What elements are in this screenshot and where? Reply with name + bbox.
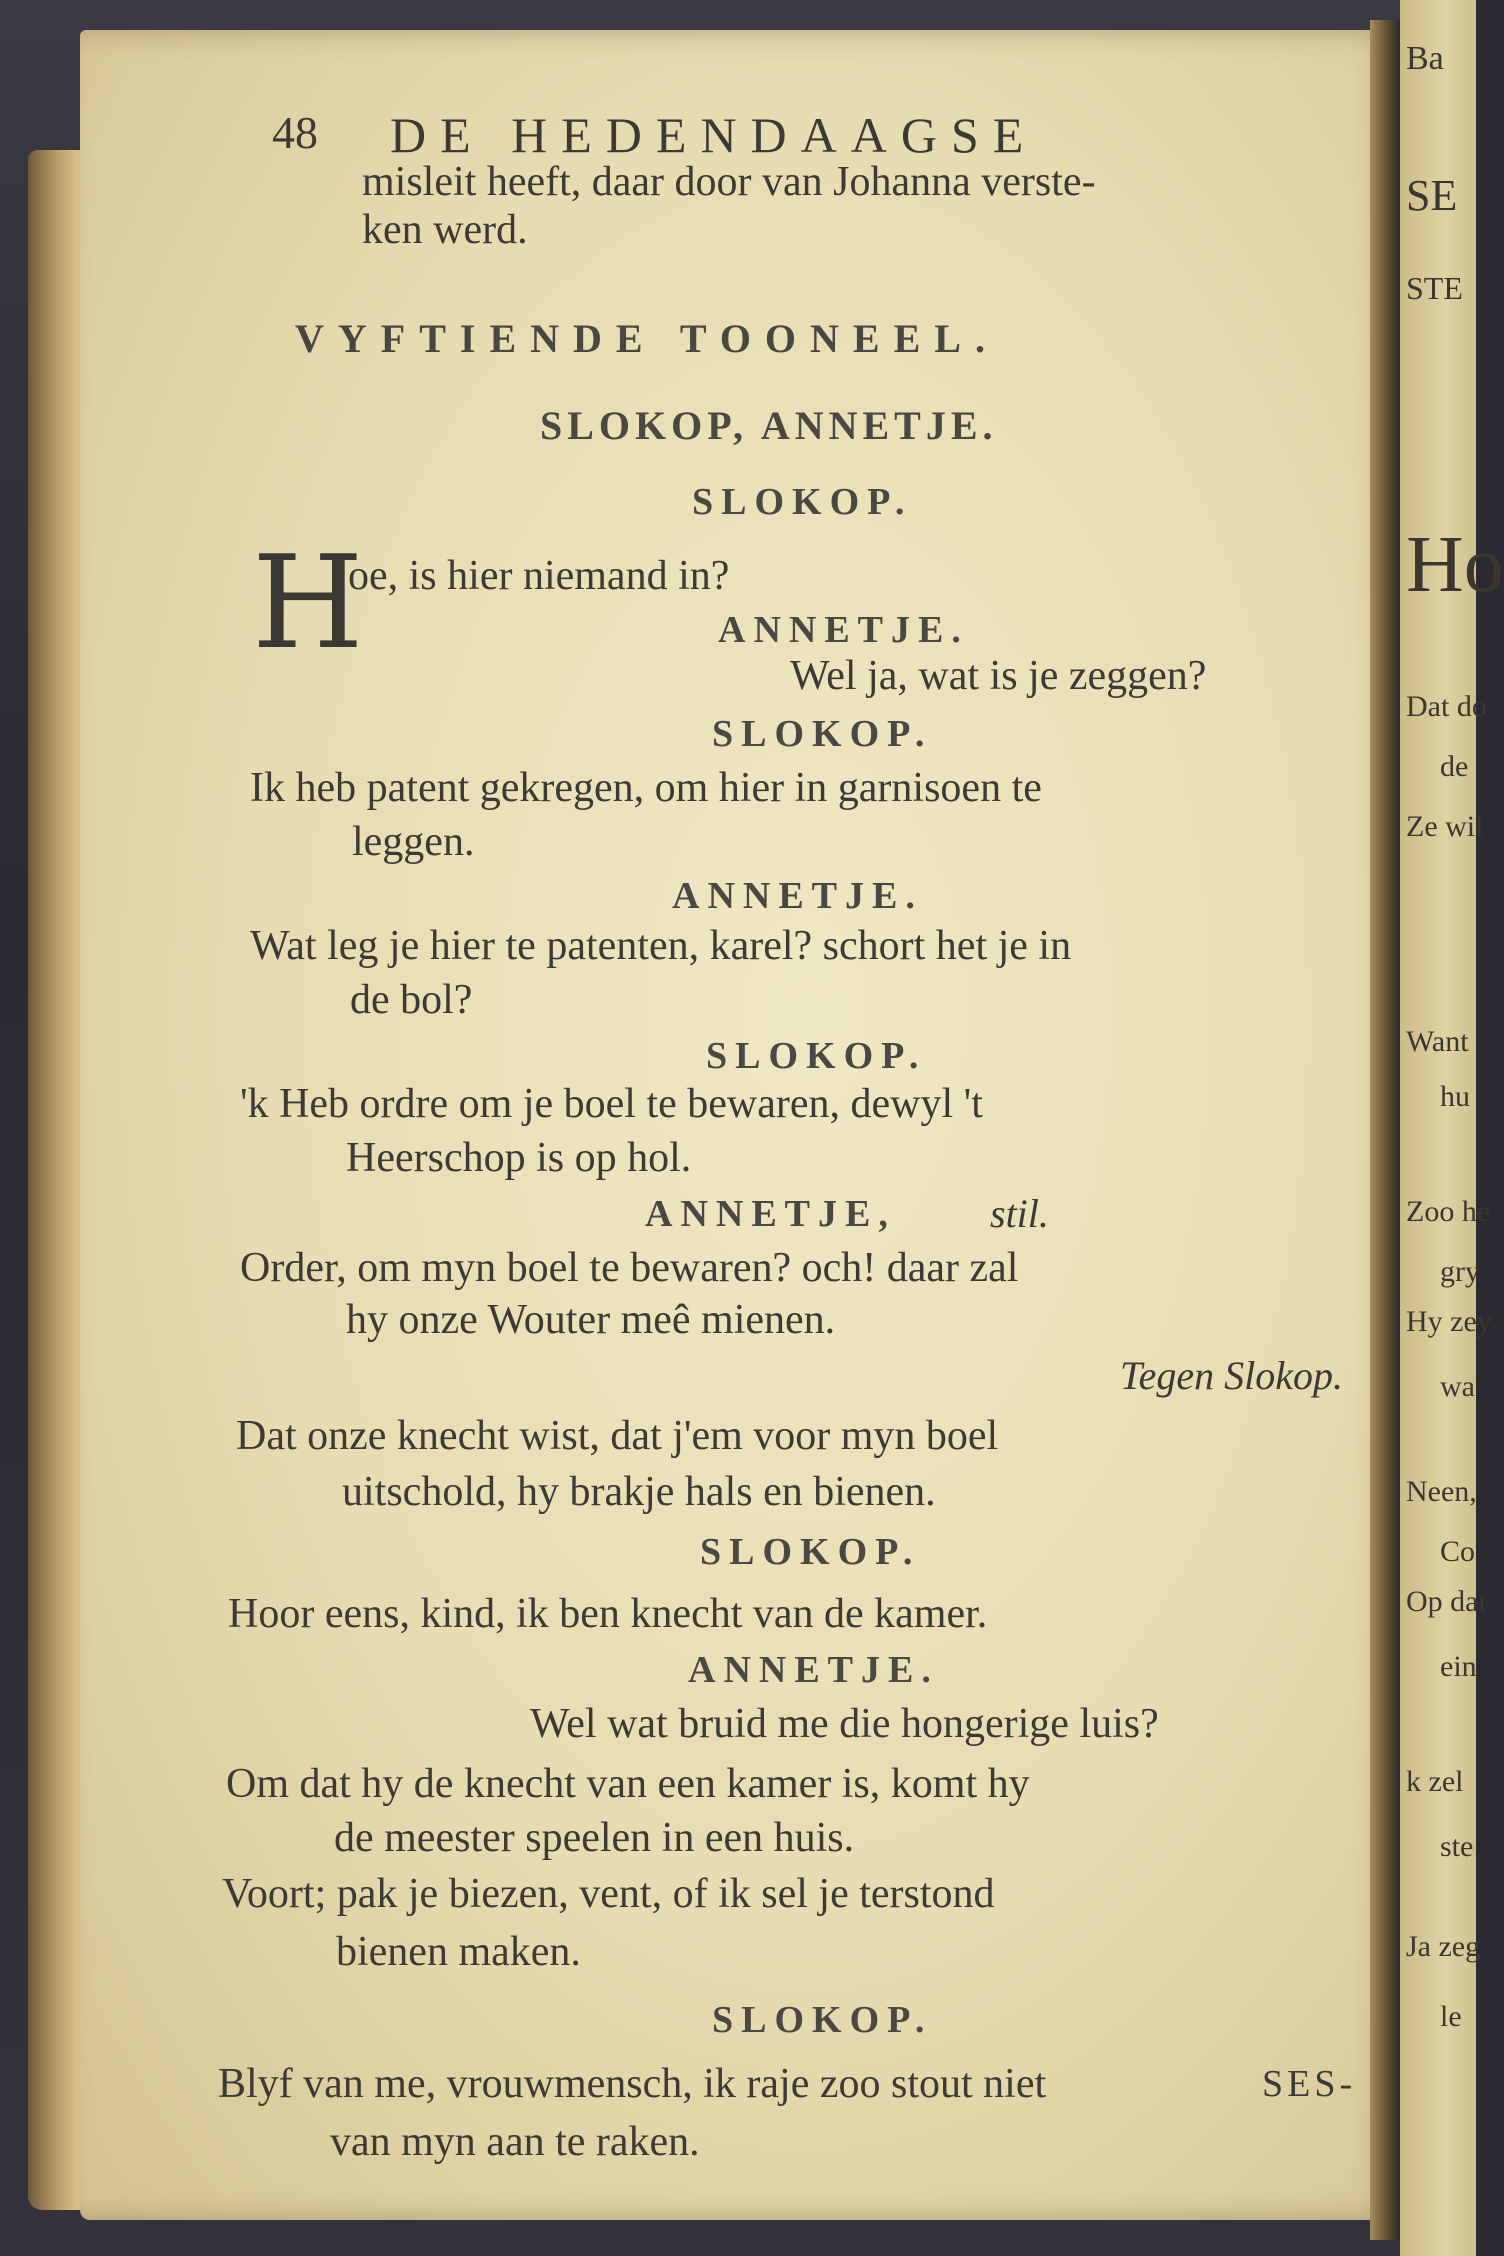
facing-text: STE: [1406, 270, 1463, 306]
text-line: Blyf van me, vrouwmensch, ik raje zoo stout niet: [218, 2061, 1047, 2107]
facing-text: Ba: [1406, 40, 1444, 77]
facing-text: Ho: [1406, 521, 1504, 609]
facing-text: Want: [1406, 1025, 1469, 1058]
text-line: Dat onze knecht wist, dat j'em voor myn boel: [236, 1413, 999, 1459]
text-line: uitschold, hy brakje hals en bienen.: [342, 1469, 936, 1515]
facing-text: Hy zey: [1406, 1305, 1492, 1338]
text-line: Heerschop is op hol.: [346, 1135, 692, 1181]
facing-text: hu: [1440, 1080, 1470, 1113]
facing-text: Zoo he: [1406, 1195, 1491, 1228]
speaker-name: ANNETJE.: [688, 1649, 939, 1691]
facing-text: k zel: [1406, 1765, 1464, 1798]
page-number: 48: [272, 107, 318, 158]
text-line: Hoor eens, kind, ik ben knecht van de kamer.: [228, 1591, 988, 1637]
text-line: ken werd.: [362, 207, 528, 253]
speaker-name: ANNETJE.: [718, 609, 969, 651]
text-line: Ik heb patent gekregen, om hier in garnisoen te: [250, 765, 1042, 811]
text-line: Voort; pak je biezen, vent, of ik sel je terstond: [222, 1871, 995, 1917]
speaker-name: SLOKOP.: [706, 1035, 927, 1077]
text-line: Wel ja, wat is je zeggen?: [790, 653, 1207, 699]
facing-text: Ze wil: [1406, 810, 1484, 843]
stage-direction: Tegen Slokop.: [1120, 1353, 1343, 1398]
catchword: SES-: [1262, 2063, 1357, 2105]
text-line: van myn aan te raken.: [330, 2119, 700, 2165]
facing-text: Dat do: [1406, 690, 1487, 723]
facing-text: ste: [1440, 1830, 1474, 1863]
text-line: de bol?: [350, 977, 473, 1023]
text-line: 'k Heb ordre om je boel te bewaren, dewyl 't: [240, 1081, 983, 1127]
facing-text: Co: [1440, 1535, 1476, 1568]
facing-text: Ja zeg: [1406, 1930, 1481, 1963]
text-line: de meester speelen in een huis.: [334, 1815, 855, 1861]
speaker-name: SLOKOP.: [692, 481, 913, 523]
text-line: Wel wat bruid me die hongerige luis?: [530, 1701, 1159, 1747]
book-gutter: [1370, 20, 1400, 2240]
facing-text: de: [1440, 750, 1469, 783]
facing-text: wa: [1440, 1370, 1475, 1403]
text-line: Om dat hy de knecht van een kamer is, komt hy: [226, 1761, 1030, 1807]
speaker-name: SLOKOP.: [700, 1531, 921, 1573]
speaker-name: SLOKOP.: [712, 1999, 933, 2041]
text-line: Wat leg je hier te patenten, karel? schort het je in: [250, 923, 1072, 969]
text-line: leggen.: [352, 819, 475, 865]
facing-text: ein: [1440, 1650, 1477, 1683]
speaker-name: ANNETJE,: [645, 1193, 896, 1235]
text-line: bienen maken.: [336, 1929, 581, 1975]
facing-text: gry: [1440, 1255, 1480, 1288]
facing-text: le: [1440, 2000, 1462, 2033]
stage-direction: stil.: [990, 1191, 1049, 1236]
text-line: hy onze Wouter meê mienen.: [346, 1297, 836, 1343]
speaker-name: ANNETJE.: [672, 875, 923, 917]
scene-heading: VYFTIENDE TOONEEL.: [295, 316, 999, 361]
facing-text: SE: [1406, 171, 1458, 220]
text-line: Order, om myn boel te bewaren? och! daar zal: [240, 1245, 1019, 1291]
facing-text: Op dat: [1406, 1585, 1487, 1618]
drop-cap: H: [252, 529, 364, 678]
running-head: DE HEDENDAAGSE: [390, 107, 1038, 163]
facing-text: Neen,: [1406, 1475, 1477, 1508]
text-line: oe, is hier niemand in?: [348, 553, 730, 599]
facing-page: [1400, 0, 1504, 2256]
text-line: misleit heeft, daar door van Johanna verste-: [362, 159, 1096, 205]
speaker-name: SLOKOP.: [712, 713, 933, 755]
speakers-list: SLOKOP, ANNETJE.: [540, 403, 998, 448]
